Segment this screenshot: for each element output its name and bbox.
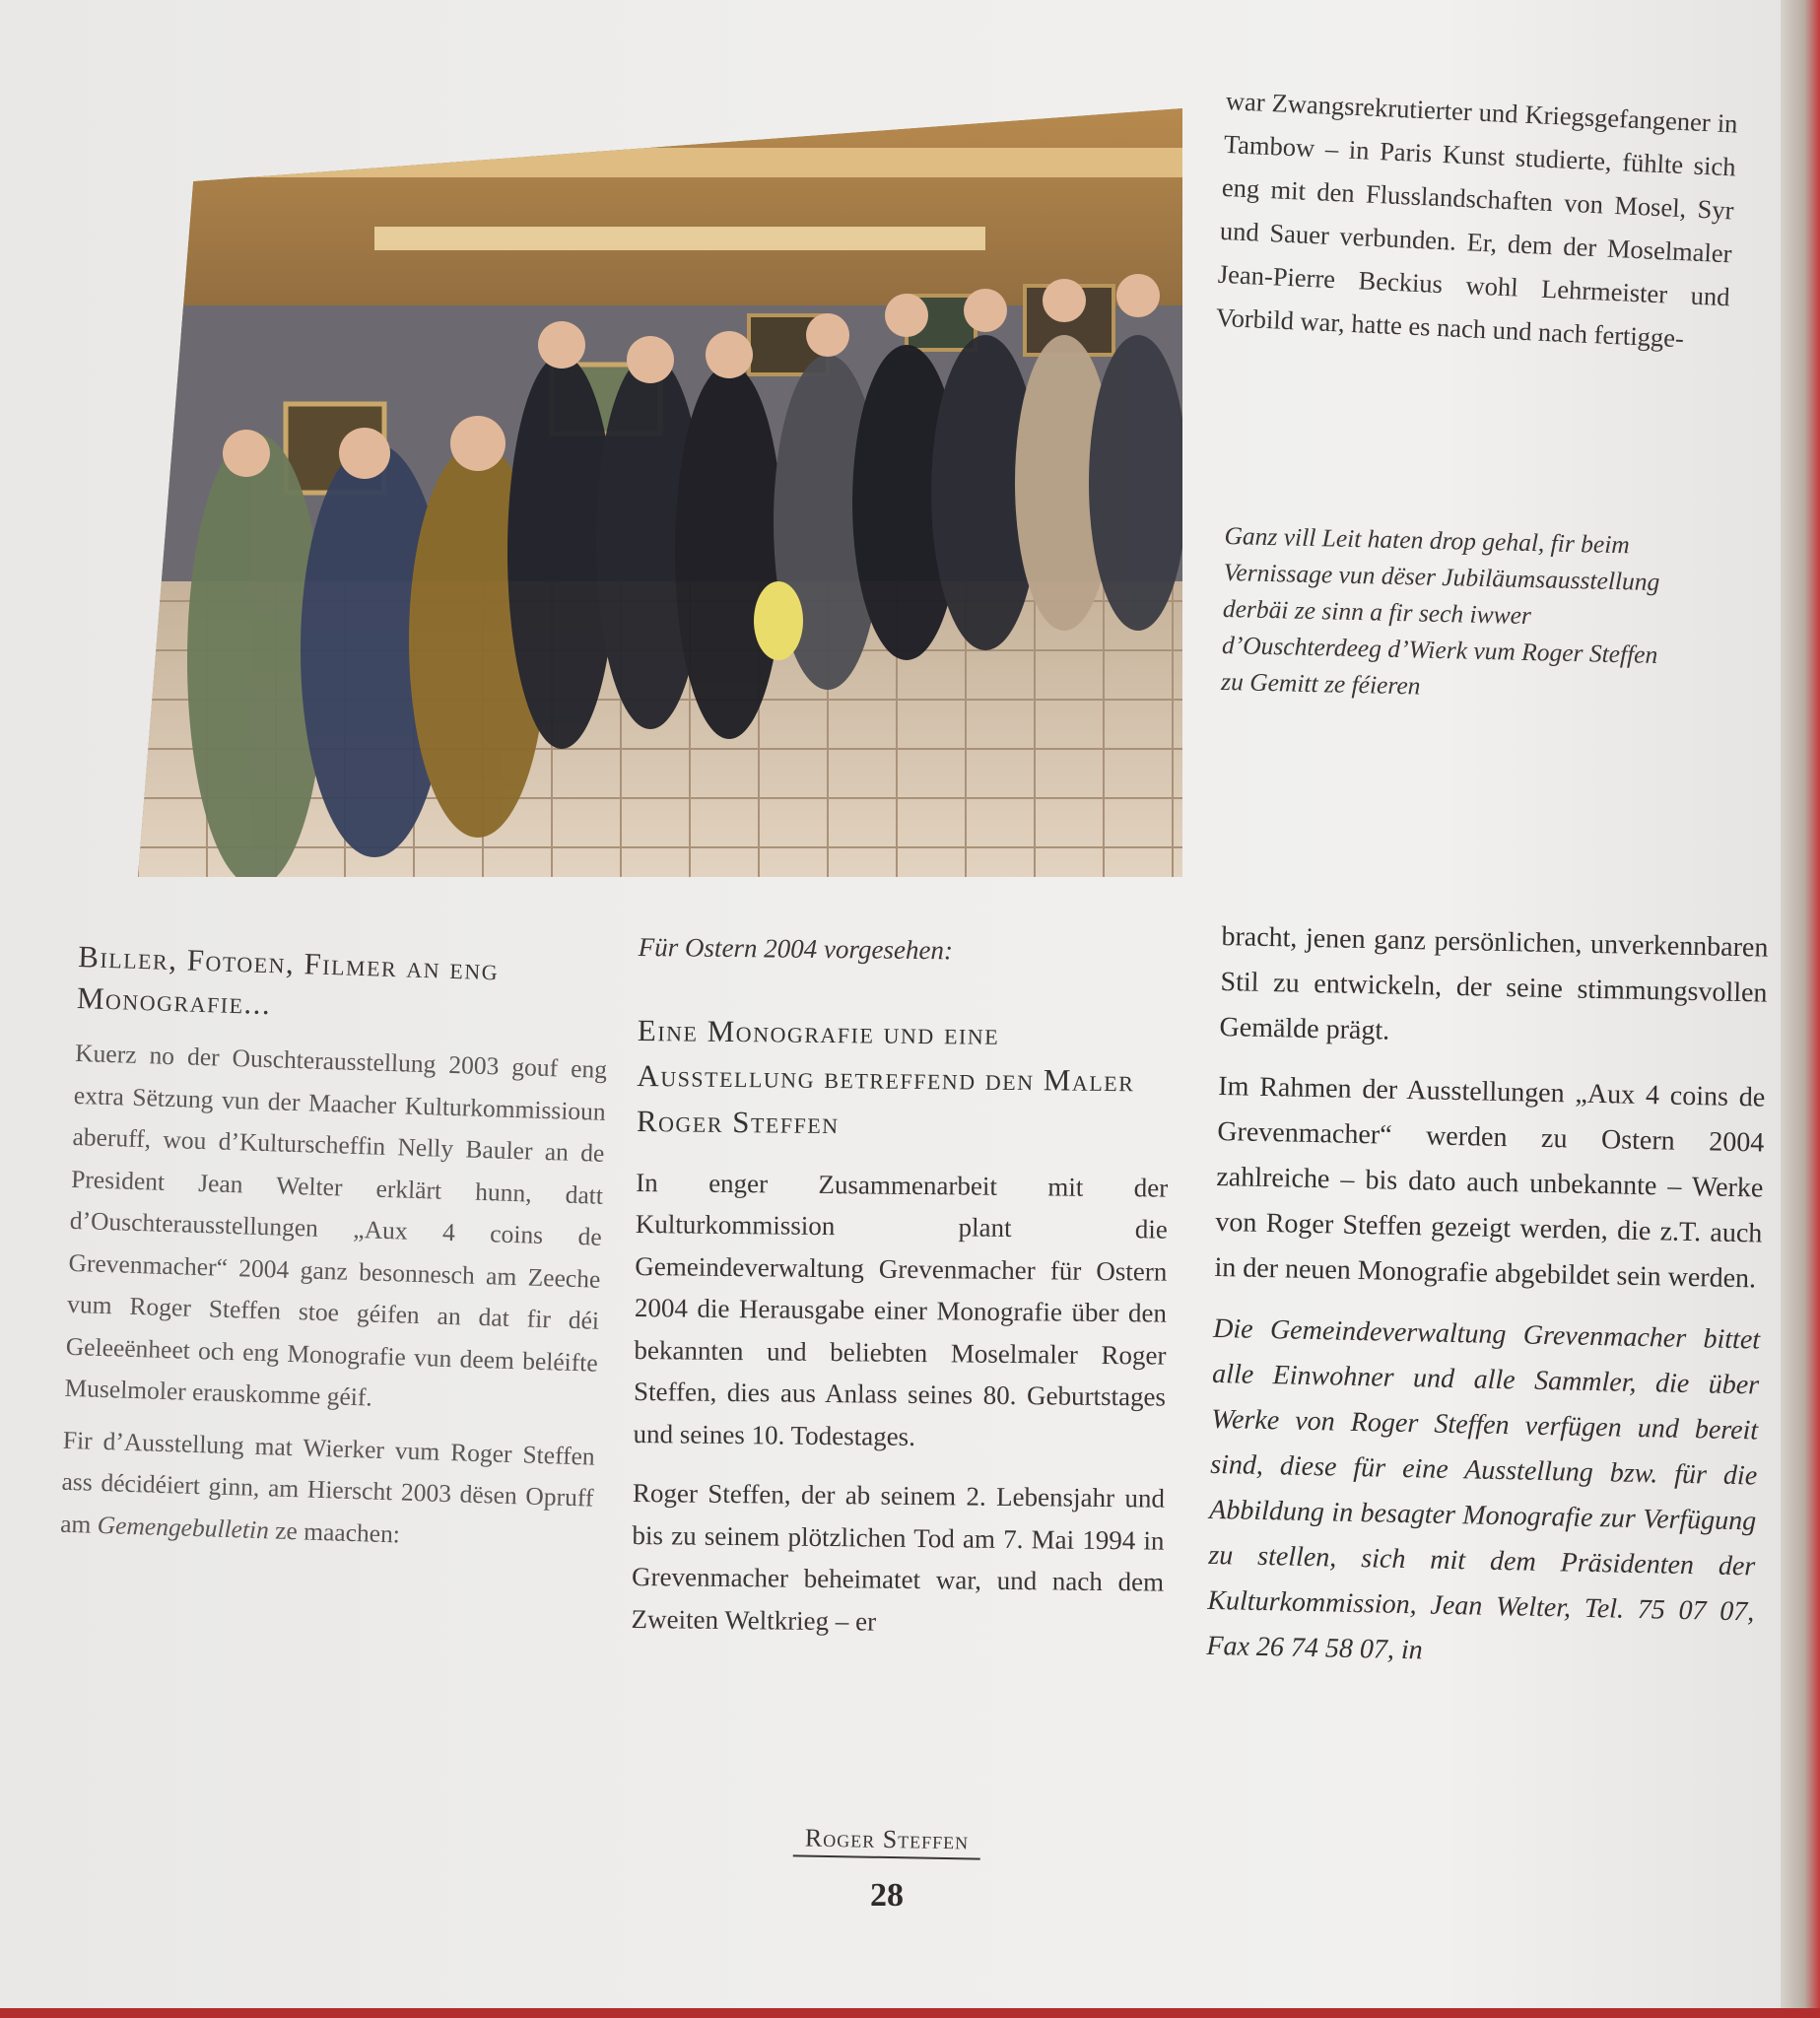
left-paragraph-1: Kuerz no der Ouschterausstellung 2003 gouf eng extra Sëtzung vun der Maacher Kulturkommissioun aberuff, wou d’Kulturscheffin Nelly Bauler an de President Jean Welter erklärt hunn, datt d’Ouschterausstellungen „Aux 4 coins de Grevenmacher“ 2004 ganz besonnesch am Zeeche vum Roger Steffen stoe géifen an dat fir déi Geleeënheet och eng Monografie vun deem beléifte Muselmoler erauskomme géif. [64, 1038, 608, 1412]
group-photo [138, 108, 1182, 877]
photo-caption [1221, 517, 1678, 709]
running-footer-title: Roger Steffen [793, 1823, 981, 1859]
right-column [1206, 914, 1769, 1694]
left-paragraph-2-end: ze maachen: [268, 1514, 401, 1549]
right-paragraph-1: bracht, jenen ganz persönlichen, unverkennbaren Stil zu entwickeln, der seine stimmungsvollen Gemälde prägt. [1219, 920, 1769, 1046]
left-column [60, 936, 611, 1562]
right-paragraph-2: Im Rahmen der Ausstellungen „Aux 4 coins de Grevenmacher“ werden zu Ostern 2004 zahlreiche – bis dato auch unbekannte – Werke von Roger Steffen gezeigt werden, die z.T. auch in der neuen Monografie abgebildet sein werden. [1214, 1070, 1766, 1295]
middle-column-kicker: Für Ostern 2004 vorgesehen: [638, 931, 954, 966]
continued-text-top [1215, 79, 1738, 362]
page-number: 28 [870, 1877, 904, 1914]
middle-paragraph-2: Roger Steffen, der ab seinem 2. Lebensjahr und bis zu seinem plötzlichen Tod am 7. Mai 1994 in Grevenmacher beheimatet war, und nach dem Zweiten Weltkrieg – er [631, 1477, 1166, 1637]
left-paragraph-2-start: Fir d’Ausstellung mat Wierker vum Roger Steffen ass décidéiert ginn, am Hierscht 2003 dësen Opruff am [59, 1425, 596, 1539]
right-paragraph-3: Die Gemeindeverwaltung Grevenmacher bittet alle Einwohner und alle Sammler, die über Werke von Roger Steffen verfügen und bereit sind, diese für eine Ausstellung bzw. für die Abbildung in besagter Monografie zur Verfügung zu stellen, sich mit dem Präsidenten der Kulturkommission, Jean Welter, Tel. 75 07 07, Fax 26 74 58 07, in [1206, 1312, 1761, 1666]
exhibition-crowd-photo [138, 108, 1182, 877]
middle-paragraph-1: In enger Zusammenarbeit mit der Kulturkommission plant die Gemeindeverwaltung Grevenmacher für Ostern 2004 die Herausgabe einer Monografie über den bekannten und beliebten Moselmaler Roger Steffen, dies aus Anlass seines 80. Geburtstages und seines 10. Todestages. [633, 1167, 1169, 1451]
left-column-heading: Biller, Fotoen, Filmer an eng Monografie... [76, 938, 500, 1022]
book-page-edge [1781, 0, 1820, 2018]
middle-column-heading: Eine Monografie und eine Ausstellung betreffend den Maler Roger Steffen [636, 1012, 1135, 1140]
photo-caption-text: Ganz vill Leit haten drop gehal, fir beim Vernissage vun dëser Jubiläumsausstellung derbäi ze sinn a fir sech iwwer d’Ouschterdeeg d’Wierk vum Roger Steffen zu Gemitt ze féieren [1220, 520, 1660, 701]
left-paragraph-2-italic: Gemengebulletin [97, 1510, 270, 1544]
left-paragraph-2 [60, 1419, 596, 1561]
book-cover-strip [0, 2008, 1820, 2018]
middle-column [631, 926, 1171, 1646]
continued-text-top-body: war Zwangsrekrutierter und Kriegsgefangener in Tambow – in Paris Kunst studierte, fühlte sich eng mit den Flusslandschaften von Mosel, Syr und Sauer verbunden. Er, dem der Moselmaler Jean-Pierre Beckius wohl Lehrmeister und Vorbild war, hatte es nach und nach fertigge- [1215, 85, 1739, 354]
